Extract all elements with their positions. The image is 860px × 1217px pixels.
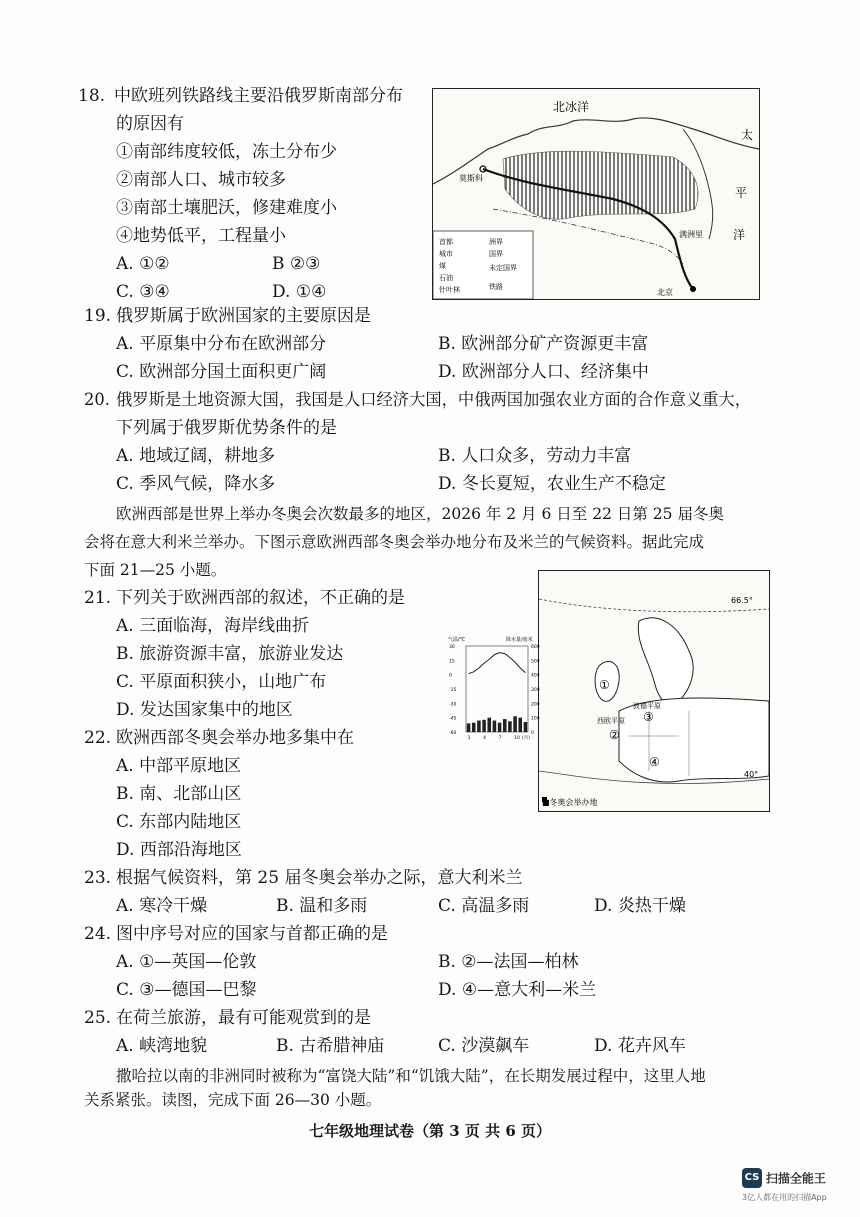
climate-right-tick-label: 100 — [531, 716, 540, 722]
precipitation-bar — [508, 721, 512, 732]
intro2-line2: 关系紧张。读图，完成下面 26—30 小题。 — [84, 1091, 382, 1109]
q22-number: 22. — [84, 728, 112, 748]
precipitation-bar — [513, 716, 517, 732]
page-footer: 七年级地理试卷（第 3 页 共 6 页） — [309, 1122, 551, 1140]
legend-coal: 煤 — [439, 262, 446, 270]
climate-left-tick-label: -30 — [449, 702, 457, 708]
brand-name: 扫描全能王 — [765, 1171, 826, 1186]
legend-oil: 石油 — [439, 274, 453, 282]
beijing-label: 北京 — [657, 288, 673, 297]
climate-x-tick-label: 4 — [483, 736, 486, 741]
climate-x-tick-label: 10 — [514, 736, 520, 741]
q25-option-d: D. 花卉风车 — [594, 1036, 686, 1056]
intro1-line1: 欧洲西部是世界上举办冬奥会次数最多的地区，2026 年 2 月 6 日至 22 日第 25 届冬奥 — [116, 505, 724, 523]
q23-stem: 23. 根据气候资料，第 25 届冬奥会举办之际，意大利米兰 — [84, 864, 522, 892]
climate-right-tick-label: 300 — [531, 688, 540, 693]
q25-option-a: A. 峡湾地貌 — [116, 1036, 208, 1056]
pacific-label-2: 平 — [735, 186, 748, 200]
intro1-line3: 下面 21—25 小题。 — [84, 561, 227, 579]
q24-option-a: A. ①—英国—伦敦 — [116, 952, 257, 972]
europe-map — [538, 570, 770, 812]
q22-option-d: D. 西部沿海地区 — [116, 840, 242, 860]
climate-x-tick-label: 1 — [467, 736, 471, 741]
q18-item-2: ②南部人口、城市较多 — [116, 170, 286, 190]
climate-left-tick-label: 0 — [449, 673, 452, 679]
precipitation-bar — [493, 721, 497, 732]
legend-continent-border: 洲界 — [489, 238, 503, 246]
marker-1: ① — [599, 678, 610, 692]
precipitation-bar — [477, 721, 481, 732]
russia-map — [432, 88, 760, 300]
climate-x-tick-label: (月) — [522, 736, 531, 741]
climate-left-tick-label: -15 — [449, 688, 457, 693]
q24-stem: 24. 图中序号对应的国家与首都正确的是 — [84, 920, 388, 948]
europe-map-legend: ■冬奥会举办地 — [542, 798, 598, 807]
q19-option-a: A. 平原集中分布在欧洲部分 — [116, 334, 327, 354]
q18-option-d: D. ①④ — [272, 282, 327, 302]
q18-option-c: C. ③④ — [116, 282, 170, 302]
q23-option-d: D. 炎热干燥 — [594, 896, 686, 916]
climate-x-tick-label: 7 — [498, 736, 502, 741]
q18-option-b: B ②③ — [272, 254, 321, 274]
q20-option-d: D. 冬长夏短，农业生产不稳定 — [438, 474, 666, 494]
q21-option-b: B. 旅游资源丰富，旅游业发达 — [116, 644, 344, 664]
legend-capital: 首都 — [439, 238, 453, 246]
q22-option-b: B. 南、北部山区 — [116, 784, 242, 804]
q21-stem: 21. 下列关于欧洲西部的叙述，不正确的是 — [84, 584, 405, 612]
marker-2: ② — [609, 728, 620, 742]
q18-option-a: A. ①② — [116, 254, 170, 274]
west-europe-plain-label: 西欧平原 — [597, 717, 625, 725]
q19-option-c: C. 欧洲部分国土面积更广阔 — [116, 362, 327, 382]
q18-stem-line1: 18. 中欧班列铁路线主要沿俄罗斯南部分布 — [78, 82, 403, 110]
q20-stem-line1: 20. 俄罗斯是土地资源大国，我国是人口经济大国，中俄两国加强农业方面的合作意义重大， — [84, 386, 751, 414]
legend-taiga: 针叶林 — [439, 286, 460, 294]
q23-number: 23. — [84, 868, 112, 888]
pacific-label-1: 太 — [741, 128, 754, 142]
europe-map-drawing — [539, 571, 769, 811]
q20-stem-line2: 下列属于俄罗斯优势条件的是 — [116, 418, 337, 438]
precipitation-bar — [467, 723, 471, 732]
climate-right-tick-label: 400 — [531, 673, 540, 679]
intro2-line1: 撒哈拉以南的非洲同时被称为“富饶大陆”和“饥饿大陆”，在长期发展过程中，这里人地 — [116, 1067, 706, 1085]
scanner-watermark — [742, 1168, 827, 1203]
q25-number: 25. — [84, 1008, 112, 1028]
q18-stem-line2: 的原因有 — [116, 114, 184, 134]
q21-option-a: A. 三面临海，海岸线曲折 — [116, 616, 310, 636]
q22-stem: 22. 欧洲西部冬奥会举办地多集中在 — [84, 724, 354, 752]
q19-option-b: B. 欧洲部分矿产资源更丰富 — [438, 334, 649, 354]
q23-option-a: A. 寒冷干燥 — [116, 896, 208, 916]
precipitation-bar — [503, 719, 507, 732]
temperature-line — [469, 653, 526, 674]
q24-number: 24. — [84, 924, 112, 944]
climate-left-tick-label: -60 — [449, 731, 457, 736]
precipitation-bar — [498, 723, 502, 732]
marker-3: ③ — [643, 710, 654, 724]
q20-option-b: B. 人口众多，劳动力丰富 — [438, 446, 632, 466]
climate-right-tick-label: 0 — [531, 731, 534, 736]
q20-option-a: A. 地域辽阔，耕地多 — [116, 446, 276, 466]
precipitation-bar — [518, 718, 522, 732]
pacific-label-3: 洋 — [733, 228, 746, 242]
climate-left-tick-label: 30 — [449, 645, 455, 650]
lat-66-label: 66.5° — [731, 596, 753, 605]
q19-number: 19. — [84, 306, 112, 326]
intro1-line2: 会将在意大利米兰举办。下图示意欧洲西部冬奥会举办地分布及米兰的气候资料。据此完成 — [84, 533, 705, 551]
climate-chart-svg — [448, 634, 548, 746]
q20-number: 20. — [84, 390, 110, 409]
precipitation-bar — [524, 722, 528, 732]
q23-option-c: C. 高温多雨 — [438, 896, 530, 916]
moscow-label: 莫斯科 — [459, 174, 483, 183]
climate-left-tick-label: -45 — [449, 716, 457, 722]
climate-right-tick-label: 200 — [531, 702, 540, 708]
climate-left-tick-label: 15 — [449, 659, 455, 665]
lat-40-label: 40° — [744, 770, 759, 779]
brand-tagline: 3亿人都在用的扫描App — [742, 1193, 827, 1202]
precipitation-bar — [472, 723, 476, 732]
q22-option-a: A. 中部平原地区 — [116, 756, 242, 776]
q18-item-4: ④地势低平，工程量小 — [116, 226, 286, 246]
q25-stem: 25. 在荷兰旅游，最有可能观赏到的是 — [84, 1004, 371, 1032]
milan-climate-chart — [448, 634, 548, 746]
climate-left-axis-title: 气温/℃ — [448, 637, 466, 643]
climate-right-axis-title: 降水量/毫米 — [506, 637, 533, 643]
q24-option-d: D. ④—意大利—米兰 — [438, 980, 597, 1000]
russia-map-drawing — [433, 89, 759, 299]
precipitation-bar — [482, 720, 486, 732]
legend-undetermined-border: 未定国界 — [489, 264, 517, 272]
q24-option-b: B. ②—法国—柏林 — [438, 952, 579, 972]
q19-stem: 19. 俄罗斯属于欧洲国家的主要原因是 — [84, 302, 371, 330]
marker-4: ④ — [649, 755, 660, 769]
beijing-marker — [690, 286, 696, 292]
camscanner-logo-icon: CS — [742, 1168, 762, 1188]
arctic-ocean-label: 北冰洋 — [553, 100, 590, 114]
polish-plain-label: 波德平原 — [633, 702, 661, 710]
q19-option-d: D. 欧洲部分人口、经济集中 — [438, 362, 649, 382]
climate-right-tick-label: 600 — [531, 645, 540, 650]
q21-number: 21. — [84, 588, 112, 608]
manzhouli-label: 满洲里 — [679, 230, 703, 239]
q18-item-3: ③南部土壤肥沃，修建难度小 — [116, 198, 337, 218]
legend-railway: 铁路 — [489, 283, 503, 291]
climate-right-tick-label: 500 — [531, 659, 540, 665]
legend-city: 城市 — [439, 250, 453, 258]
q25-option-c: C. 沙漠飙车 — [438, 1036, 530, 1056]
legend-national-border: 国界 — [489, 250, 503, 258]
q25-option-b: B. 古希腊神庙 — [276, 1036, 385, 1056]
q18-item-1: ①南部纬度较低，冻土分布少 — [116, 142, 337, 162]
q20-option-c: C. 季风气候，降水多 — [116, 474, 276, 494]
precipitation-bar — [487, 718, 491, 732]
q18-number: 18. — [78, 86, 106, 106]
q21-option-d: D. 发达国家集中的地区 — [116, 700, 293, 720]
q21-option-c: C. 平原面积狭小，山地广布 — [116, 672, 327, 692]
q23-option-b: B. 温和多雨 — [276, 896, 368, 916]
q22-option-c: C. 东部内陆地区 — [116, 812, 242, 832]
q24-option-c: C. ③—德国—巴黎 — [116, 980, 257, 1000]
